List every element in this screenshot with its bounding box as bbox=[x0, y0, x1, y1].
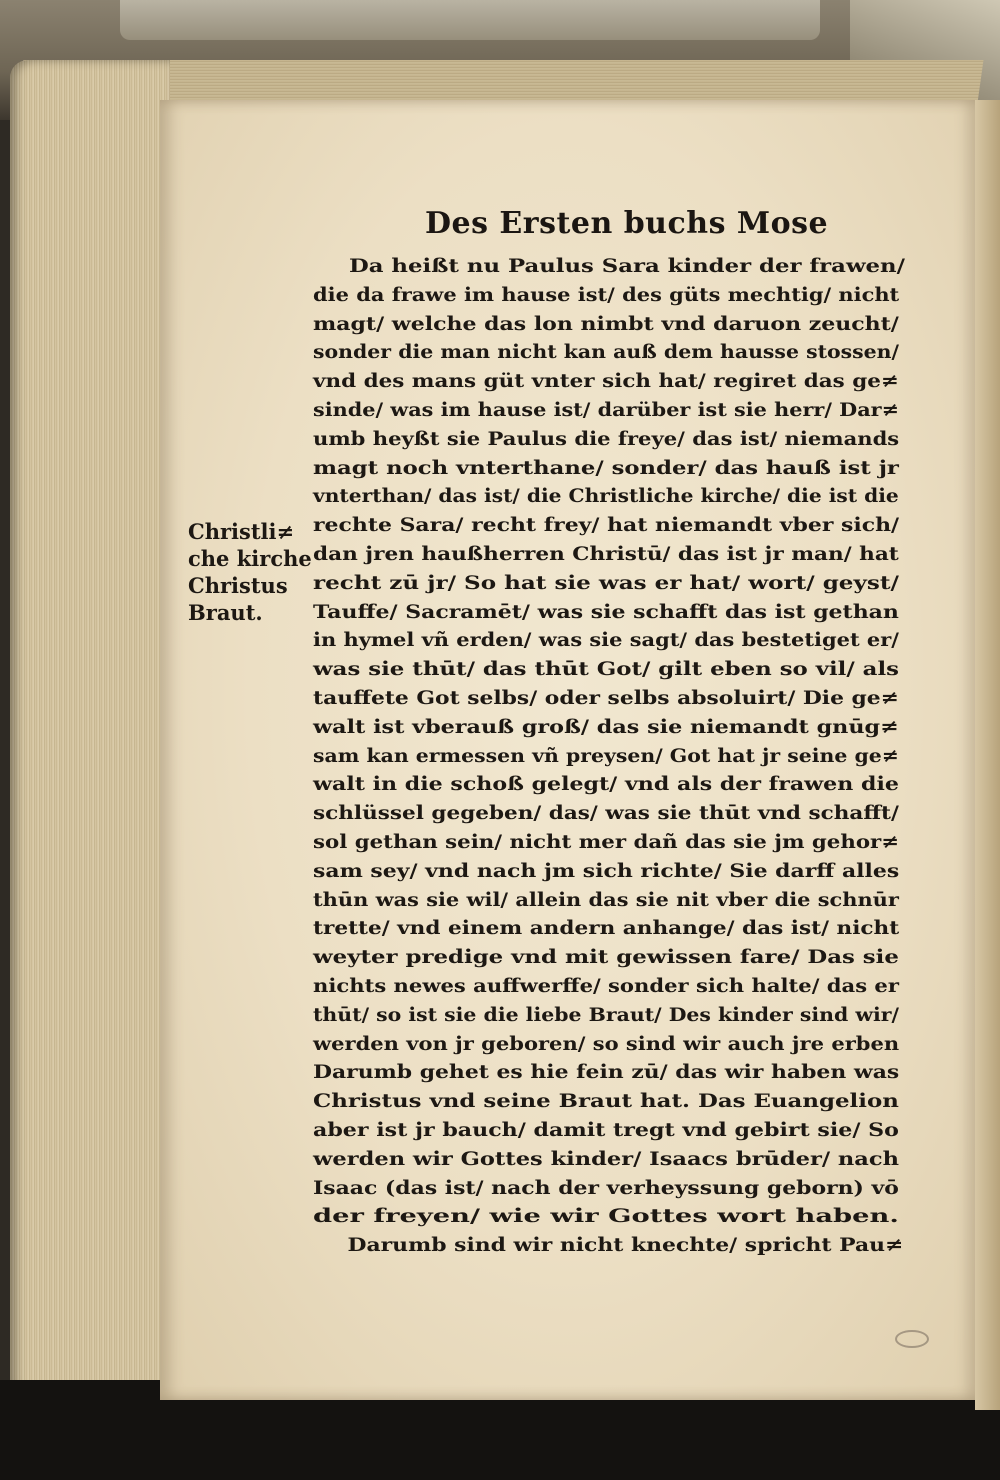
text-line: sinde/ was im hause ist/ darüber ist sie herr/ Dar≠ bbox=[313, 398, 900, 421]
text-line: Darumb gehet es hie fein zū/ das wir haben was bbox=[313, 1061, 900, 1084]
text-line: Da heißt nu Paulus Sara kinder der frawen/ bbox=[348, 255, 905, 277]
body-text bbox=[313, 252, 905, 1260]
text-line: werden wir Gottes kinder/ Isaacs brūder/ nach bbox=[313, 1147, 899, 1170]
text-line: magt/ welche das lon nimbt vnd daruon zeucht/ bbox=[313, 312, 899, 335]
text-line: thūn was sie wil/ allein das sie nit vber die schnūr bbox=[313, 888, 899, 911]
text-line: rechte Sara/ recht frey/ hat niemandt vber sich/ bbox=[313, 514, 900, 537]
text-line: in hymel vñ erden/ was sie sagt/ das bestetiget er/ bbox=[313, 629, 899, 652]
text-line: nichts newes auffwerffe/ sonder sich halte/ das er bbox=[313, 974, 899, 997]
text-line: die da frawe im hause ist/ des güts mechtig/ nicht bbox=[313, 283, 900, 306]
text-line: sol gethan sein/ nicht mer dañ das sie jm gehor≠ bbox=[313, 830, 900, 853]
margin-note bbox=[188, 518, 312, 626]
margin-note-line: Braut. bbox=[188, 600, 263, 625]
text-line: Christus vnd seine Braut hat. Das Euangelion bbox=[313, 1090, 899, 1113]
text-line: magt noch vnterthane/ sonder/ das hauß ist jr bbox=[313, 456, 899, 479]
margin-note-line: Christus bbox=[188, 573, 288, 598]
text-line: vnterthan/ das ist/ die Christliche kirche/ die ist die bbox=[313, 485, 899, 508]
text-line: weyter predige vnd mit gewissen fare/ Das sie bbox=[313, 946, 899, 969]
text-line: trette/ vnd einem andern anhange/ das ist/ nicht bbox=[313, 917, 900, 940]
margin-note-line: che kirche bbox=[188, 546, 312, 571]
text-line: umb heyßt sie Paulus die freye/ das ist/ niemands bbox=[313, 427, 900, 450]
text-line: schlüssel gegeben/ das/ was sie thūt vnd schafft/ bbox=[313, 802, 899, 825]
text-line: recht zū jr/ So hat sie was er hat/ wort/ geyst/ bbox=[313, 571, 899, 594]
text-line: walt ist vberauß groß/ das sie niemandt gnūg≠ bbox=[313, 715, 899, 738]
text-line: thūt/ so ist sie die liebe Braut/ Des kinder sind wir/ bbox=[313, 1003, 899, 1026]
text-line: tauffete Got selbs/ oder selbs absoluirt/ Die ge≠ bbox=[313, 686, 899, 709]
text-line: der freyen/ wie wir Gottes wort haben. bbox=[313, 1205, 899, 1228]
text-line: walt in die schoß gelegt/ vnd als der frawen die bbox=[313, 773, 899, 796]
text-line: sonder die man nicht kan auß dem hausse stossen/ bbox=[313, 341, 900, 364]
text-line: Isaac (das ist/ nach der verheyssung geborn) vō bbox=[313, 1176, 899, 1199]
book-cover-top bbox=[120, 0, 820, 40]
page-stack-left-edge bbox=[10, 60, 170, 1420]
text-line: sam sey/ vnd nach jm sich richte/ Sie darff alles bbox=[313, 859, 900, 882]
ink-smudge bbox=[895, 1330, 929, 1348]
text-line: werden von jr geboren/ so sind wir auch jre erben bbox=[313, 1032, 900, 1055]
text-line: dan jren haußherren Christū/ das ist jr man/ hat bbox=[313, 542, 899, 565]
text-line: sam kan ermessen vñ preysen/ Got hat jr seine ge≠ bbox=[313, 744, 899, 767]
text-line: Darumb sind wir nicht knechte/ spricht Pau≠ bbox=[347, 1234, 904, 1257]
text-line: aber ist jr bauch/ damit tregt vnd gebirt sie/ So bbox=[313, 1118, 899, 1141]
text-line: vnd des mans güt vnter sich hat/ regiret das ge≠ bbox=[313, 370, 899, 393]
text-line: was sie thūt/ das thūt Got/ gilt eben so vil/ als bbox=[313, 658, 899, 681]
margin-note-line: Christli≠ bbox=[188, 519, 295, 544]
running-head: Des Ersten buchs Mose bbox=[425, 206, 829, 241]
text-line: Tauffe/ Sacramēt/ was sie schafft das ist gethan bbox=[313, 600, 899, 623]
